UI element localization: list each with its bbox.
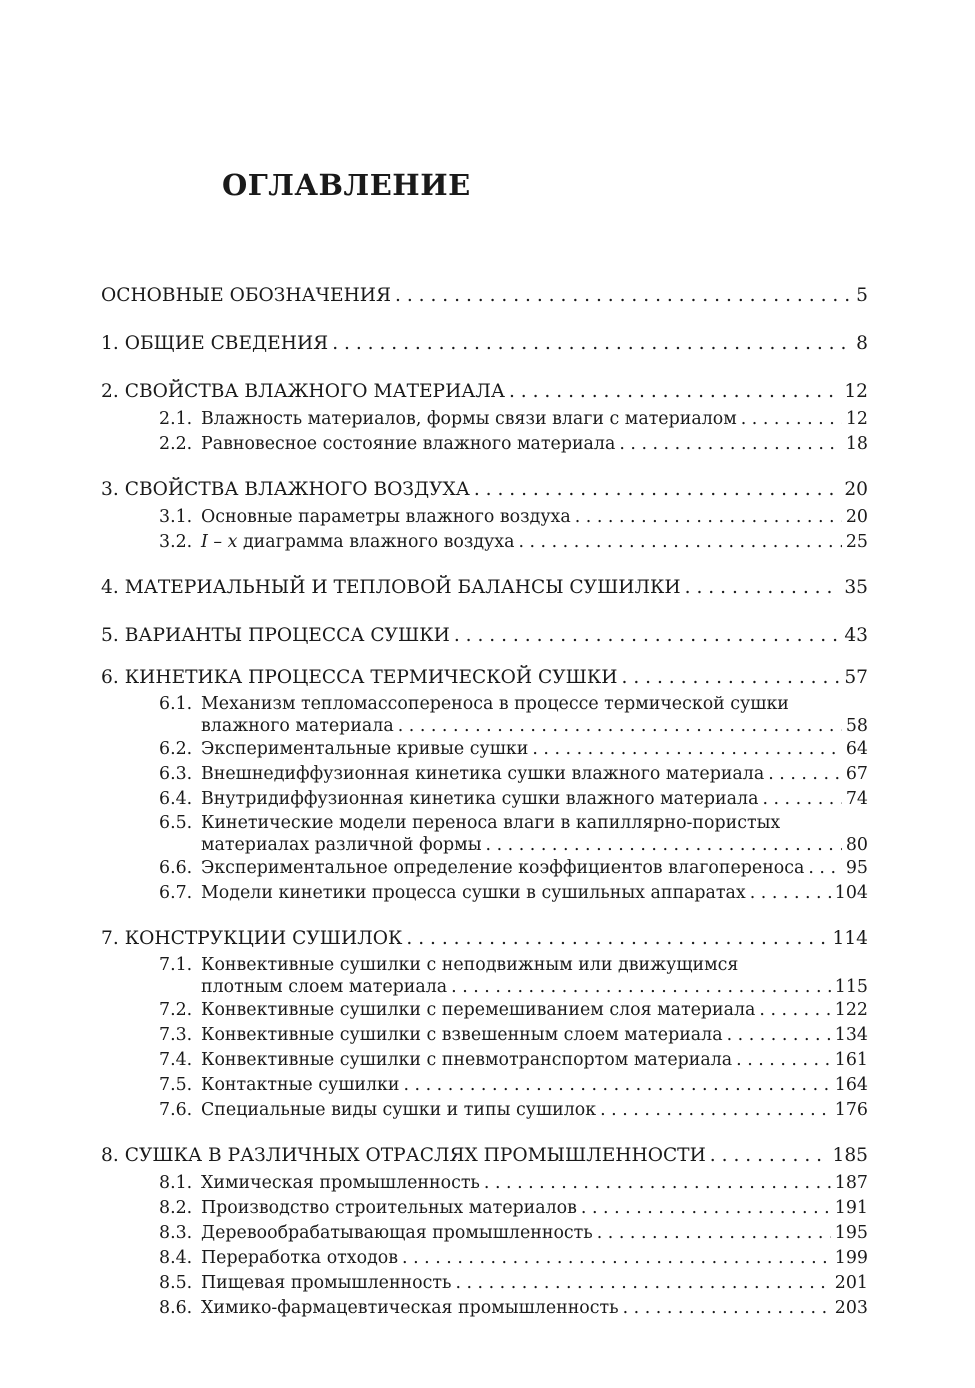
toc-page-number: 58	[845, 716, 868, 736]
toc-page-number: 114	[832, 928, 868, 949]
toc-entry[interactable]	[101, 663, 868, 693]
section-number: 2.1.	[159, 409, 193, 429]
leader-dots	[532, 737, 842, 762]
toc-subentry-title: Химико-фармацевтическая промышленность	[201, 1298, 619, 1318]
toc-page-number: 185	[832, 1145, 868, 1166]
leader-dots	[398, 715, 842, 737]
toc-subentry-title: Переработка отходов	[201, 1248, 399, 1268]
leader-dots	[759, 998, 830, 1023]
toc-page-number: 64	[845, 739, 868, 759]
toc-page-number: 134	[834, 1025, 868, 1045]
toc-subentry-title-rest: диаграмма влажного воздуха	[242, 532, 515, 552]
section-number: 8.1.	[159, 1173, 193, 1193]
toc-subentry-title: Модели кинетики процесса сушки в сушильных аппаратах	[201, 883, 746, 903]
leader-dots	[509, 377, 840, 407]
leader-dots	[808, 856, 841, 881]
leader-dots	[575, 505, 842, 530]
chapter-number: 8.	[101, 1145, 119, 1166]
toc-entry-title: СВОЙСТВА ВЛАЖНОГО ВОЗДУХА	[124, 479, 470, 500]
toc-page-number: 203	[834, 1298, 868, 1318]
leader-dots	[406, 924, 828, 954]
toc-page-number: 195	[834, 1223, 868, 1243]
chapter-number: 5.	[101, 625, 119, 646]
toc-page-number: 199	[834, 1248, 868, 1268]
toc-entry[interactable]	[101, 621, 868, 651]
toc-page-number: 20	[845, 507, 868, 527]
toc-entry-title: ОСНОВНЫЕ ОБОЗНАЧЕНИЯ	[101, 285, 392, 306]
toc-subentry[interactable]	[159, 1023, 868, 1048]
section-number: 8.3.	[159, 1223, 193, 1243]
toc-chapter-7	[101, 924, 868, 1123]
toc-subentry[interactable]	[159, 1073, 868, 1098]
toc-entry[interactable]	[101, 1141, 868, 1171]
section-number: 7.6.	[159, 1100, 193, 1120]
leader-dots	[600, 1098, 831, 1123]
toc-subentry[interactable]	[159, 1221, 868, 1246]
leader-dots	[727, 1023, 831, 1048]
leader-dots	[402, 1246, 831, 1271]
leader-dots	[623, 1296, 831, 1321]
toc-subentry[interactable]	[159, 530, 868, 555]
section-number: 7.5.	[159, 1075, 193, 1095]
toc-subentry[interactable]	[159, 737, 868, 762]
toc-subentry-title: Кинетические модели переноса влаги в капиллярно-пористых	[201, 813, 781, 833]
toc-entry-title: ВАРИАНТЫ ПРОЦЕССА СУШКИ	[124, 625, 450, 646]
leader-dots	[710, 1141, 829, 1171]
toc-subentry[interactable]	[159, 787, 868, 812]
leader-dots	[581, 1196, 831, 1221]
leader-dots	[454, 621, 841, 651]
toc-entry[interactable]	[101, 475, 868, 505]
section-number: 7.1.	[159, 955, 193, 975]
toc-subentry-title-cont: влажного материала	[201, 716, 394, 736]
toc-chapter-3	[101, 475, 868, 555]
toc-page-number: 115	[834, 977, 868, 997]
leader-dots	[762, 787, 841, 812]
section-number: 6.6.	[159, 858, 193, 878]
section-number: 6.5.	[159, 813, 193, 833]
toc-page-number: 5	[856, 285, 868, 306]
chapter-number: 1.	[101, 333, 119, 354]
toc-page-number: 57	[844, 667, 868, 688]
toc-subentry-title: Основные параметры влажного воздуха	[201, 507, 571, 527]
toc-subentry-title: Экспериментальные кривые сушки	[201, 739, 529, 759]
toc-subentry-title-cont: плотным слоем материала	[201, 977, 448, 997]
toc-page-number: 191	[834, 1198, 868, 1218]
toc-subentry-title: Экспериментальное определение коэффициентов влагопереноса	[201, 858, 805, 878]
table-of-contents	[101, 281, 868, 1339]
leader-dots	[451, 976, 831, 998]
section-number: 6.3.	[159, 764, 193, 784]
section-number: 6.4.	[159, 789, 193, 809]
toc-page-number: 80	[845, 835, 868, 855]
toc-entry-title: СУШКА В РАЗЛИЧНЫХ ОТРАСЛЯХ ПРОМЫШЛЕННОСТИ	[124, 1145, 706, 1166]
toc-subentry[interactable]	[159, 856, 868, 881]
leader-dots	[741, 407, 842, 432]
leader-dots	[484, 1171, 831, 1196]
toc-subentry[interactable]	[159, 1246, 868, 1271]
toc-entry[interactable]	[101, 329, 868, 359]
toc-page-number: 176	[834, 1100, 868, 1120]
toc-chapter-8	[101, 1141, 868, 1321]
toc-subentry[interactable]	[159, 812, 868, 856]
section-number: 6.7.	[159, 883, 193, 903]
toc-subentry-title: Деревообрабатывающая промышленность	[201, 1223, 593, 1243]
chapter-number: 6.	[101, 667, 119, 688]
toc-subentry[interactable]	[159, 1196, 868, 1221]
toc-page-number: 95	[845, 858, 868, 878]
leader-dots	[518, 530, 841, 555]
toc-chapter-6	[101, 663, 868, 906]
toc-page-number: 187	[834, 1173, 868, 1193]
toc-entry[interactable]	[101, 573, 868, 603]
section-number: 8.6.	[159, 1298, 193, 1318]
chapter-number: 4.	[101, 577, 119, 598]
toc-entry[interactable]	[101, 281, 868, 311]
leader-dots	[736, 1048, 831, 1073]
toc-subentry-title: Контактные сушилки	[201, 1075, 400, 1095]
leader-dots	[768, 762, 842, 787]
section-number: 7.3.	[159, 1025, 193, 1045]
section-number: 8.4.	[159, 1248, 193, 1268]
toc-subentry-title-cont: материалах различной формы	[201, 835, 482, 855]
toc-subentry-title: Конвективные сушилки с взвешенным слоем материала	[201, 1025, 723, 1045]
toc-subentry-title: Пищевая промышленность	[201, 1273, 452, 1293]
toc-subentry-title: Внешнедиффузионная кинетика сушки влажного материала	[201, 764, 765, 784]
leader-dots	[486, 834, 842, 856]
section-number: 8.5.	[159, 1273, 193, 1293]
toc-chapter-5	[101, 621, 868, 651]
toc-subentry-title: Специальные виды сушки и типы сушилок	[201, 1100, 597, 1120]
toc-page-number: 201	[834, 1273, 868, 1293]
section-number: 7.4.	[159, 1050, 193, 1070]
toc-subentry[interactable]	[159, 1271, 868, 1296]
toc-page-number: 74	[845, 789, 868, 809]
toc-page-number: 35	[844, 577, 868, 598]
toc-subentry[interactable]	[159, 881, 868, 906]
toc-subentry-title: Конвективные сушилки с перемешиванием слоя материала	[201, 1000, 756, 1020]
leader-dots	[597, 1221, 831, 1246]
toc-chapter-4	[101, 573, 868, 603]
toc-page-number: 20	[844, 479, 868, 500]
toc-subentry-title: Внутридиффузионная кинетика сушки влажного материала	[201, 789, 759, 809]
toc-subentry-title: Механизм тепломассопереноса в процессе термической сушки	[201, 694, 789, 714]
toc-subentry[interactable]	[159, 693, 868, 737]
toc-subentry-title: Химическая промышленность	[201, 1173, 480, 1193]
toc-subentry-title: Конвективные сушилки с пневмотранспортом материала	[201, 1050, 733, 1070]
toc-entry-title: ОБЩИЕ СВЕДЕНИЯ	[124, 333, 329, 354]
toc-page-number: 12	[845, 409, 868, 429]
toc-page-number: 161	[834, 1050, 868, 1070]
leader-dots	[750, 881, 831, 906]
toc-entry[interactable]	[101, 924, 868, 954]
toc-page-number: 67	[845, 764, 868, 784]
leader-dots	[619, 432, 842, 457]
toc-entry-title: КОНСТРУКЦИИ СУШИЛОК	[124, 928, 403, 949]
toc-chapter-2	[101, 377, 868, 457]
toc-subentry[interactable]	[159, 505, 868, 530]
chapter-number: 7.	[101, 928, 119, 949]
leader-dots	[474, 475, 841, 505]
toc-subentry[interactable]	[159, 1296, 868, 1321]
section-number: 8.2.	[159, 1198, 193, 1218]
section-number: 6.1.	[159, 694, 193, 714]
leader-dots	[685, 573, 841, 603]
toc-chapter-1	[101, 329, 868, 359]
toc-intro	[101, 281, 868, 311]
leader-dots	[404, 1073, 831, 1098]
toc-page-number: 164	[834, 1075, 868, 1095]
toc-subentry-title: Конвективные сушилки с неподвижным или движущимся	[201, 955, 739, 975]
diagram-variables: I – x	[201, 532, 238, 552]
leader-dots	[622, 663, 841, 693]
toc-subentry[interactable]	[159, 954, 868, 998]
toc-page-number: 43	[844, 625, 868, 646]
toc-page-number: 8	[856, 333, 868, 354]
leader-dots	[332, 329, 852, 359]
toc-page-number: 12	[844, 381, 868, 402]
toc-subentry-title	[201, 530, 514, 555]
page-title: ОГЛАВЛЕНИЕ	[222, 168, 471, 202]
toc-subentry[interactable]	[159, 1171, 868, 1196]
toc-subentry-title: Производство строительных материалов	[201, 1198, 577, 1218]
section-number: 3.2.	[159, 532, 193, 552]
toc-page-number: 18	[845, 434, 868, 454]
toc-entry-title: СВОЙСТВА ВЛАЖНОГО МАТЕРИАЛА	[124, 381, 505, 402]
toc-page-number: 122	[834, 1000, 868, 1020]
chapter-number: 2.	[101, 381, 119, 402]
leader-dots	[455, 1271, 830, 1296]
section-number: 2.2.	[159, 434, 193, 454]
toc-subentry-title: Влажность материалов, формы связи влаги с материалом	[201, 409, 737, 429]
toc-subentry[interactable]	[159, 998, 868, 1023]
toc-subentry[interactable]	[159, 1048, 868, 1073]
toc-subentry[interactable]	[159, 762, 868, 787]
toc-entry-title: КИНЕТИКА ПРОЦЕССА ТЕРМИЧЕСКОЙ СУШКИ	[124, 667, 618, 688]
toc-entry[interactable]	[101, 377, 868, 407]
section-number: 3.1.	[159, 507, 193, 527]
toc-subentry[interactable]	[159, 1098, 868, 1123]
leader-dots	[395, 281, 852, 311]
chapter-number: 3.	[101, 479, 119, 500]
toc-page-number: 104	[834, 883, 868, 903]
section-number: 6.2.	[159, 739, 193, 759]
toc-entry-title: МАТЕРИАЛЬНЫЙ И ТЕПЛОВОЙ БАЛАНСЫ СУШИЛКИ	[124, 577, 681, 598]
section-number: 7.2.	[159, 1000, 193, 1020]
toc-subentry-title: Равновесное состояние влажного материала	[201, 434, 616, 454]
toc-page-number: 25	[845, 532, 868, 552]
toc-subentry[interactable]	[159, 407, 868, 432]
toc-subentry[interactable]	[159, 432, 868, 457]
